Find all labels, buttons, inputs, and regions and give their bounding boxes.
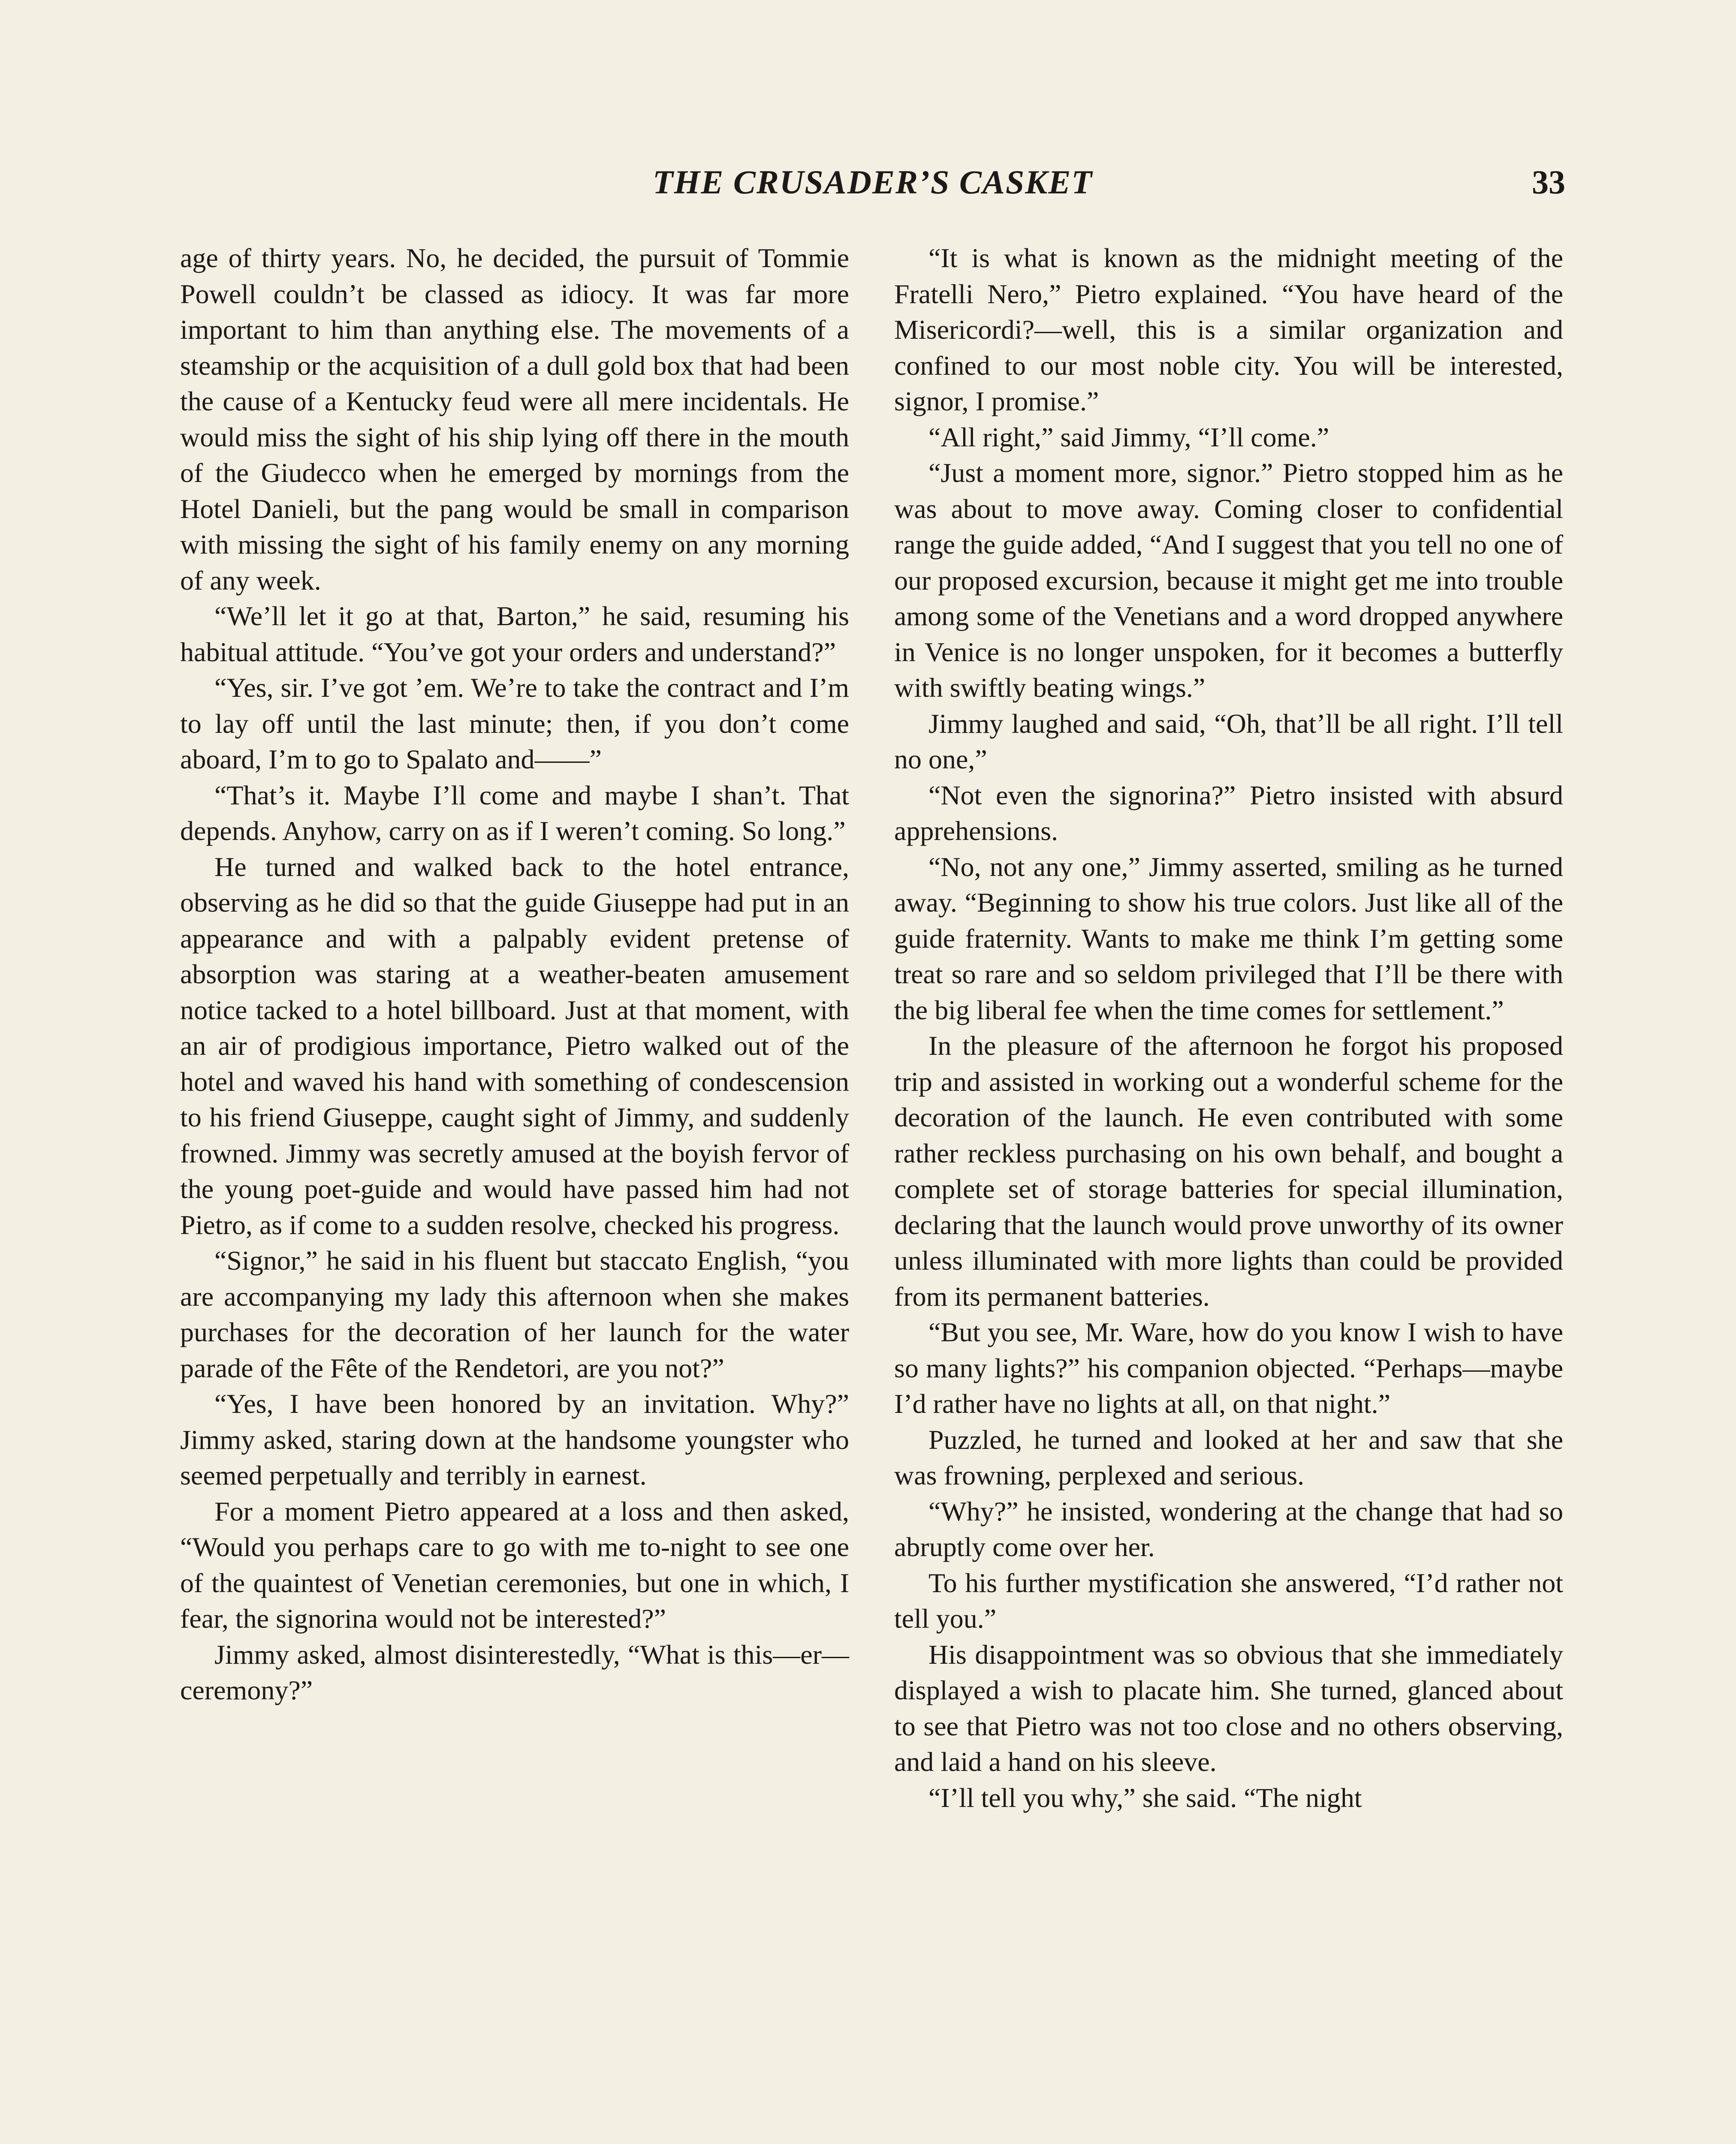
paragraph: His disappointment was so obvious that she immediately displayed a wish to placate him. She turned, glanced about to see that Pietro was not too close and no others observing, and laid a hand on his sleeve. — [894, 1639, 1563, 1777]
paragraph: To his further mystification she answered, “I’d rather not tell you.” — [894, 1567, 1563, 1634]
paragraph: Puzzled, he turned and looked at her and saw that she was frowning, perplexed and serious. — [894, 1424, 1563, 1491]
left-column — [180, 240, 849, 1708]
right-column — [894, 240, 1563, 1816]
paragraph: “But you see, Mr. Ware, how do you know I wish to have so many lights?” his companion objected. “Perhaps—maybe I’d rather have no lights at all, on that night.” — [894, 1317, 1563, 1419]
paragraph: “Yes, sir. I’ve got ’em. We’re to take the contract and I’m to lay off until the last minute; then, if you don’t come aboard, I’m to go to Spalato and——” — [180, 672, 849, 774]
paragraph: In the pleasure of the afternoon he forgot his proposed trip and assisted in working out a wonderful scheme for the decoration of the launch. He even contributed with some rather reckless purchasing on his own behalf, and bought a complete set of storage batteries for special illumination, declaring that the launch would prove unworthy of its owner unless illuminated with more lights than could be provided from its permanent batteries. — [894, 1030, 1563, 1312]
paragraph: “That’s it. Maybe I’ll come and maybe I shan’t. That depends. Anyhow, carry on as if I weren’t coming. So long.” — [180, 780, 849, 846]
paragraph: “Not even the signorina?” Pietro insisted with absurd apprehensions. — [894, 780, 1563, 846]
paragraph: “It is what is known as the midnight meeting of the Fratelli Nero,” Pietro explained. “You have heard of the Misericordi?—well, this is a similar organization and confined to our most noble city. You will be interested, signor, I promise.” — [894, 243, 1563, 416]
paragraph: “Signor,” he said in his fluent but staccato English, “you are accompanying my lady this afternoon when she makes purchases for the decoration of her launch for the water parade of the Fête of the Rendetori, are you not?” — [180, 1245, 849, 1383]
running-header — [180, 163, 1565, 214]
paragraph: age of thirty years. No, he decided, the pursuit of Tommie Powell couldn’t be classed as idiocy. It was far more important to him than anything else. The movements of a steamship or the acquisition of a dull gold box that had been the cause of a Kentucky feud were all mere incidentals. He would miss the sight of his ship lying off there in the mouth of the Giudecco when he emerged by mornings from the Hotel Danieli, but the pang would be small in comparison with missing the sight of his family enemy on any morning of any week. — [180, 243, 849, 596]
running-title: THE CRUSADER’S CASKET — [653, 163, 1093, 201]
paragraph: He turned and walked back to the hotel entrance, observing as he did so that the guide Giuseppe had put in an appearance and with a palpably evident pretense of absorption was staring at a weather-beaten amusement notice tacked to a hotel billboard. Just at that moment, with an air of prodigious importance, Pietro walked out of the hotel and waved his hand with something of condescension to his friend Giuseppe, caught sight of Jimmy, and suddenly frowned. Jimmy was secretly amused at the boyish fervor of the young poet-guide and would have passed him had not Pietro, as if come to a sudden resolve, checked his progress. — [180, 851, 849, 1240]
paragraph: “Just a moment more, signor.” Pietro stopped him as he was about to move away. Coming closer to confidential range the guide added, “And I suggest that you tell no one of our proposed excursion, because it might get me into trouble among some of the Venetians and a word dropped anywhere in Venice is no longer unspoken, for it becomes a butterfly with swiftly beating wings.” — [894, 458, 1563, 703]
page-number: 33 — [1532, 163, 1565, 201]
paragraph: Jimmy laughed and said, “Oh, that’ll be all right. I’ll tell no one,” — [894, 708, 1563, 774]
paragraph: Jimmy asked, almost disinterestedly, “What is this—er—ceremony?” — [180, 1639, 849, 1705]
paragraph: “I’ll tell you why,” she said. “The night — [928, 1782, 1362, 1813]
paragraph: For a moment Pietro appeared at a loss and then asked, “Would you perhaps care to go with me to-night to see one of the quaintest of Venetian ceremonies, but one in which, I fear, the signorina would not be interested?” — [180, 1496, 849, 1634]
paragraph: “Why?” he insisted, wondering at the change that had so abruptly come over her. — [894, 1496, 1563, 1562]
paragraph: “All right,” said Jimmy, “I’ll come.” — [928, 422, 1329, 452]
paragraph: “We’ll let it go at that, Barton,” he said, resuming his habitual attitude. “You’ve got your orders and understand?” — [180, 601, 849, 667]
paragraph: “Yes, I have been honored by an invitation. Why?” Jimmy asked, staring down at the handsome youngster who seemed perpetually and terribly in earnest. — [180, 1388, 849, 1491]
paragraph: “No, not any one,” Jimmy asserted, smiling as he turned away. “Beginning to show his true colors. Just like all of the guide fraternity. Wants to make me think I’m getting some treat so rare and so seldom privileged that I’ll be there with the big liberal fee when the time comes for settlement.” — [894, 851, 1563, 1025]
